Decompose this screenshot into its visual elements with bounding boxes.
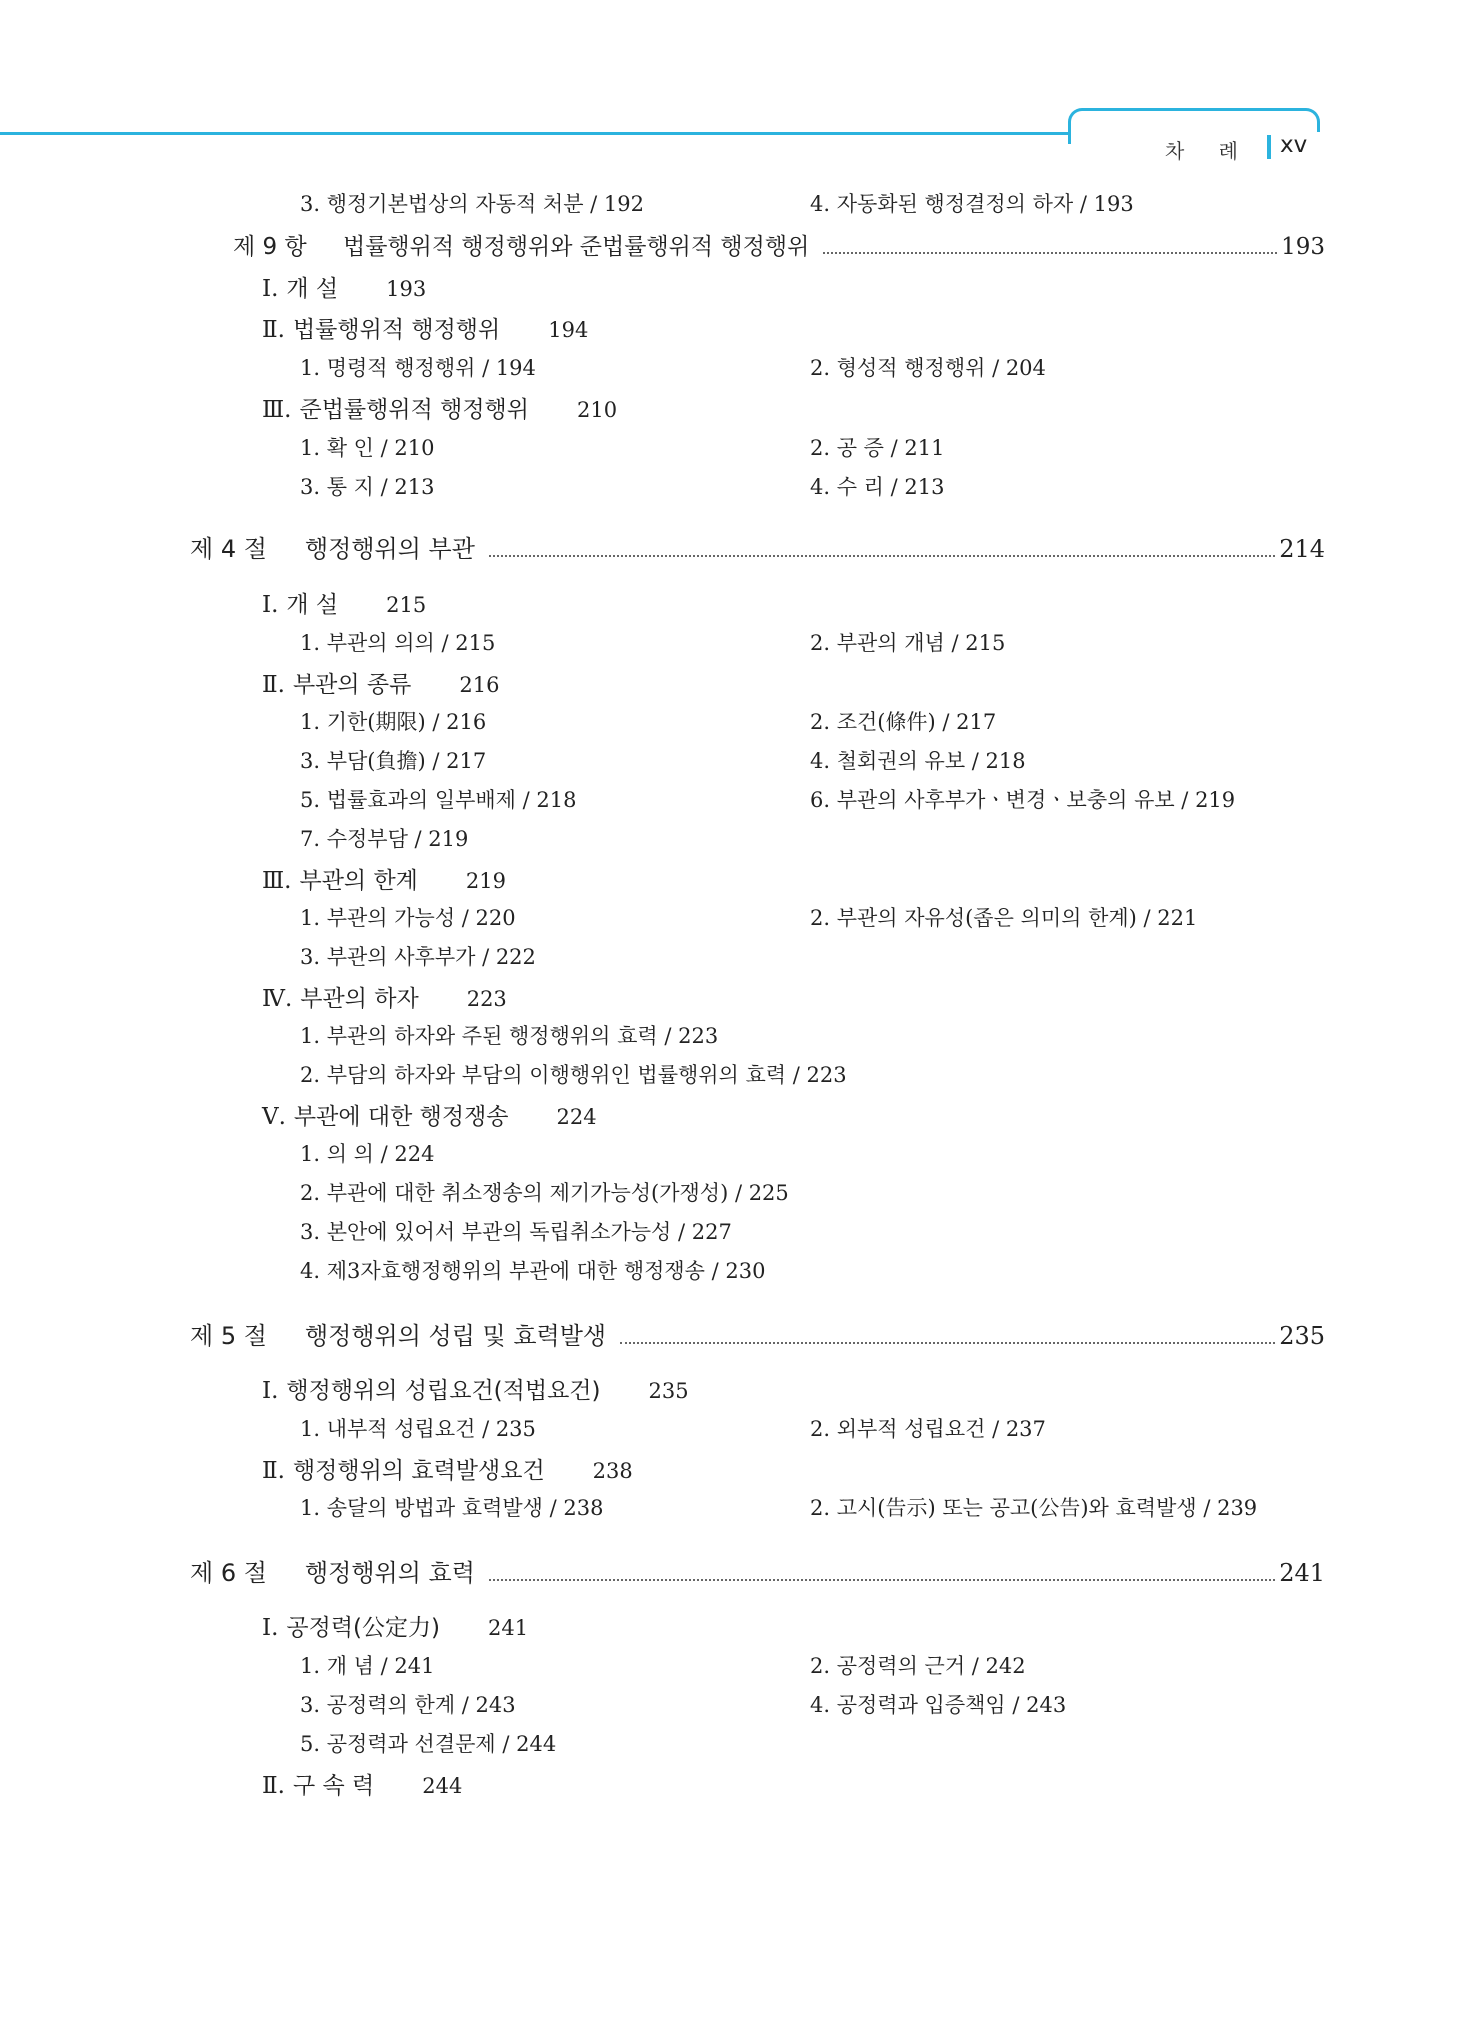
- entry-title: 행정행위의 부관: [305, 535, 475, 563]
- page-number: 193: [1281, 234, 1325, 260]
- section-title: 개 설: [286, 592, 339, 618]
- toc-chapter-entry[interactable]: [190, 529, 1325, 564]
- toc-subitem-row: [300, 784, 1330, 814]
- toc-section-heading[interactable]: [262, 586, 426, 619]
- roman-numeral: Ⅰ.: [262, 1615, 279, 1641]
- entry-number: 제 9 항: [233, 234, 307, 260]
- toc-subitem[interactable]: 1. 부관의 가능성 / 220: [300, 906, 516, 930]
- toc-subitem-row: [300, 902, 1330, 932]
- toc-subchapter-entry[interactable]: [233, 228, 1325, 261]
- entry-number: 제 4 절: [190, 535, 267, 563]
- dot-leader: [489, 1579, 1275, 1581]
- toc-subitem-row: [300, 941, 1330, 971]
- page-number: 219: [465, 869, 506, 893]
- toc-subitem[interactable]: 1. 기한(期限) / 216: [300, 710, 487, 734]
- toc-subitem-row: [300, 1216, 1330, 1246]
- toc-subitem[interactable]: 6. 부관의 사후부가ㆍ변경ㆍ보충의 유보 / 219: [810, 788, 1236, 812]
- toc-subitem[interactable]: 1. 내부적 성립요건 / 235: [300, 1417, 536, 1441]
- toc-subitem[interactable]: 1. 의 의 / 224: [300, 1142, 435, 1166]
- roman-numeral: Ⅴ.: [262, 1104, 286, 1130]
- toc-subitem[interactable]: 3. 본안에 있어서 부관의 독립취소가능성 / 227: [300, 1220, 732, 1244]
- page-number: 235: [648, 1379, 689, 1403]
- page-number: 215: [386, 593, 427, 617]
- section-title: 개 설: [286, 276, 339, 302]
- toc-section-heading[interactable]: [262, 1452, 633, 1485]
- toc-subitem-row: [300, 1689, 1330, 1719]
- roman-numeral: Ⅰ.: [262, 592, 279, 618]
- page-number: 216: [459, 673, 500, 697]
- roman-numeral: Ⅱ.: [262, 317, 285, 343]
- roman-numeral: Ⅱ.: [262, 672, 285, 698]
- page-number: 223: [466, 987, 507, 1011]
- toc-subitem[interactable]: 2. 조건(條件) / 217: [810, 710, 997, 734]
- toc-chapter-entry[interactable]: [190, 1553, 1325, 1588]
- toc-subitem[interactable]: 2. 부관의 자유성(좁은 의미의 한계) / 221: [810, 906, 1198, 930]
- toc-subitem[interactable]: 2. 공 증 / 211: [810, 436, 945, 460]
- header-page-number: xv: [1280, 132, 1308, 158]
- toc-subitem-row: [300, 745, 1330, 775]
- toc-subitem[interactable]: 1. 명령적 행정행위 / 194: [300, 356, 536, 380]
- page-number: 241: [1279, 1559, 1325, 1587]
- page-number: 235: [1279, 1322, 1325, 1350]
- toc-subitem[interactable]: 4. 공정력과 입증책임 / 243: [810, 1693, 1067, 1717]
- section-title: 부관의 한계: [299, 868, 418, 894]
- toc-section-heading[interactable]: [262, 980, 507, 1013]
- toc-subitem-row: [300, 188, 1330, 218]
- toc-subitem[interactable]: 2. 부관의 개념 / 215: [810, 631, 1006, 655]
- toc-subitem[interactable]: 1. 부관의 하자와 주된 행정행위의 효력 / 223: [300, 1024, 719, 1048]
- header-label: 차 례: [1165, 139, 1252, 163]
- page-number: 238: [592, 1459, 633, 1483]
- toc-subitem[interactable]: 2. 형성적 행정행위 / 204: [810, 356, 1046, 380]
- toc-subitem-row: [300, 627, 1330, 657]
- toc-section-heading[interactable]: [262, 1609, 528, 1642]
- section-title: 구 속 력: [292, 1773, 375, 1799]
- dot-leader: [489, 555, 1275, 557]
- toc-subitem[interactable]: 1. 개 념 / 241: [300, 1654, 435, 1678]
- toc-subitem-row: [300, 1413, 1330, 1443]
- roman-numeral: Ⅲ.: [262, 868, 292, 894]
- toc-subitem[interactable]: 1. 송달의 방법과 효력발생 / 238: [300, 1496, 604, 1520]
- toc-subitem[interactable]: 2. 외부적 성립요건 / 237: [810, 1417, 1046, 1441]
- section-title: 부관에 대한 행정쟁송: [293, 1104, 509, 1130]
- section-title: 법률행위적 행정행위: [292, 317, 501, 343]
- dot-leader: [823, 252, 1277, 254]
- toc-subitem-row: [300, 471, 1330, 501]
- toc-subitem-row: [300, 1492, 1330, 1522]
- toc-subitem[interactable]: 7. 수정부담 / 219: [300, 827, 469, 851]
- roman-numeral: Ⅰ.: [262, 276, 279, 302]
- toc-section-heading[interactable]: [262, 311, 588, 344]
- toc-subitem[interactable]: 2. 고시(告示) 또는 공고(公告)와 효력발생 / 239: [810, 1496, 1258, 1520]
- entry-number: 제 6 절: [190, 1559, 267, 1587]
- entry-number: 제 5 절: [190, 1322, 267, 1350]
- toc-subitem-row: [300, 1020, 1330, 1050]
- roman-numeral: Ⅱ.: [262, 1773, 285, 1799]
- toc-subitem[interactable]: 1. 부관의 의의 / 215: [300, 631, 496, 655]
- section-title: 준법률행위적 행정행위: [299, 397, 529, 423]
- toc-section-heading[interactable]: [262, 1098, 597, 1131]
- toc-section-heading[interactable]: [262, 1372, 689, 1405]
- entry-title: 행정행위의 성립 및 효력발생: [305, 1322, 607, 1350]
- roman-numeral: Ⅰ.: [262, 1378, 279, 1404]
- toc-subitem-row: [300, 1177, 1330, 1207]
- header-rule: [0, 132, 1070, 135]
- toc-section-heading[interactable]: [262, 666, 499, 699]
- toc-section-heading[interactable]: [262, 270, 426, 303]
- page-number: 241: [488, 1616, 529, 1640]
- roman-numeral: Ⅲ.: [262, 397, 292, 423]
- page-number: 194: [548, 318, 589, 342]
- toc-subitem[interactable]: 2. 부담의 하자와 부담의 이행행위인 법률행위의 효력 / 223: [300, 1063, 847, 1087]
- toc-subitem-row: [300, 1728, 1330, 1758]
- toc-subitem-row: [300, 432, 1330, 462]
- toc-subitem[interactable]: 3. 공정력의 한계 / 243: [300, 1693, 516, 1717]
- toc-subitem-row: [300, 1255, 1330, 1285]
- toc-chapter-entry[interactable]: [190, 1316, 1325, 1351]
- toc-subitem-row: [300, 706, 1330, 736]
- page-number: 224: [556, 1105, 597, 1129]
- toc-subitem[interactable]: 4. 제3자효행정행위의 부관에 대한 행정쟁송 / 230: [300, 1259, 766, 1283]
- toc-section-heading[interactable]: [262, 391, 617, 424]
- page-number: 244: [422, 1774, 463, 1798]
- toc-subitem[interactable]: 3. 부담(負擔) / 217: [300, 749, 487, 773]
- toc-subitem[interactable]: 4. 수 리 / 213: [810, 475, 945, 499]
- toc-subitem-row: [300, 1650, 1330, 1680]
- toc-subitem[interactable]: 3. 행정기본법상의 자동적 처분 / 192: [300, 192, 645, 216]
- toc-subitem[interactable]: 3. 부관의 사후부가 / 222: [300, 945, 536, 969]
- section-title: 행정행위의 성립요건(적법요건): [286, 1378, 601, 1404]
- toc-subitem[interactable]: 3. 통 지 / 213: [300, 475, 435, 499]
- roman-numeral: Ⅱ.: [262, 1458, 285, 1484]
- toc-section-heading[interactable]: [262, 862, 506, 895]
- toc-subitem-row: [300, 823, 1330, 853]
- page-number: 193: [386, 277, 427, 301]
- toc-subitem[interactable]: 2. 공정력의 근거 / 242: [810, 1654, 1026, 1678]
- section-title: 행정행위의 효력발생요건: [292, 1458, 545, 1484]
- toc-subitem[interactable]: 2. 부관에 대한 취소쟁송의 제기가능성(가쟁성) / 225: [300, 1181, 789, 1205]
- entry-title: 법률행위적 행정행위와 준법률행위적 행정행위: [343, 234, 810, 260]
- toc-subitem-row: [300, 352, 1330, 382]
- header-separator: [1267, 135, 1271, 159]
- section-title: 공정력(公定力): [286, 1615, 441, 1641]
- roman-numeral: Ⅳ.: [262, 986, 293, 1012]
- toc-subitem[interactable]: 5. 공정력과 선결문제 / 244: [300, 1732, 557, 1756]
- dot-leader: [620, 1342, 1275, 1344]
- toc-subitem-row: [300, 1138, 1330, 1168]
- toc-section-heading[interactable]: [262, 1767, 462, 1800]
- toc-subitem[interactable]: 1. 확 인 / 210: [300, 436, 435, 460]
- entry-title: 행정행위의 효력: [305, 1559, 475, 1587]
- toc-subitem-row: [300, 1059, 1330, 1089]
- section-title: 부관의 종류: [292, 672, 412, 698]
- toc-subitem[interactable]: 5. 법률효과의 일부배제 / 218: [300, 788, 577, 812]
- toc-subitem[interactable]: 4. 자동화된 행정결정의 하자 / 193: [810, 192, 1134, 216]
- page-number: 214: [1279, 535, 1325, 563]
- page-number: 210: [577, 398, 618, 422]
- section-title: 부관의 하자: [300, 986, 419, 1012]
- toc-subitem[interactable]: 4. 철회권의 유보 / 218: [810, 749, 1026, 773]
